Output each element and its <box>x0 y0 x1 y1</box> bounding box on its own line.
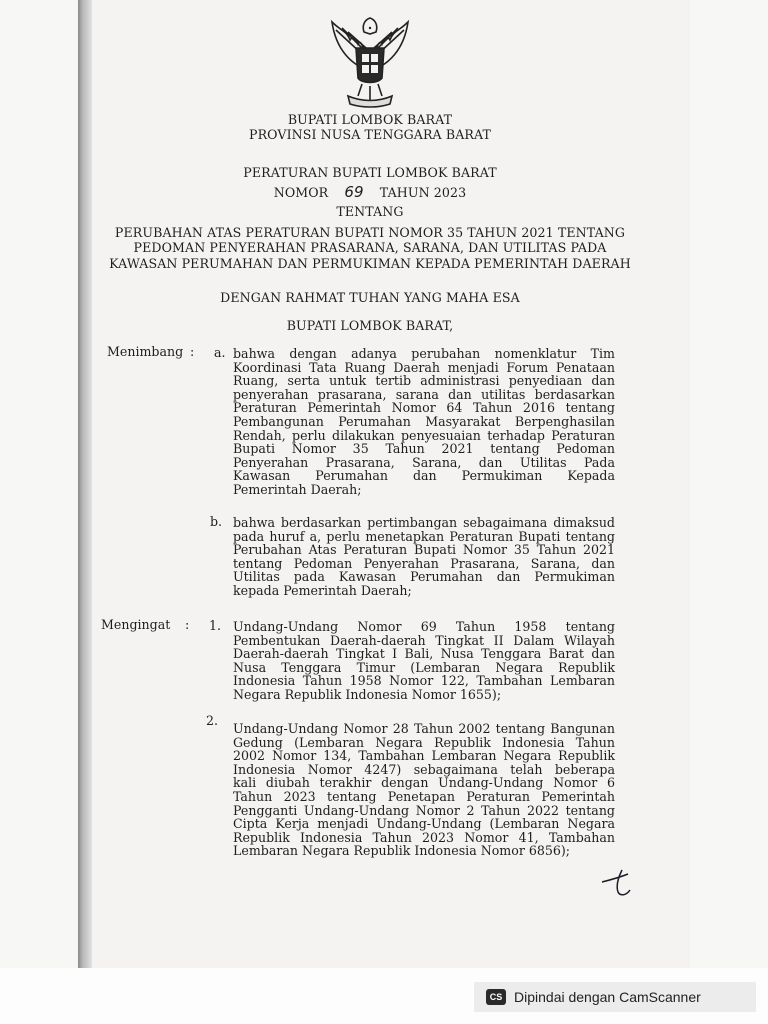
text-line: tentang Pedoman Penyerahan Prasarana, Sarana, dan <box>233 555 615 571</box>
text-line: Bupati Nomor 35 Tahun 2021 tentang Pedoman <box>233 441 615 457</box>
text-line: Lembaran Negara Republik Indonesia Nomor 6856); <box>233 843 571 859</box>
text-line: bahwa dengan adanya perubahan nomenklatur Tim <box>233 346 615 361</box>
text-line: penyerahan prasarana, sarana dan utilitas berdasarkan <box>233 386 615 402</box>
text-line: Nusa Tenggara Timur (Lembaran Negara Republik <box>233 659 615 675</box>
initial-paraf-icon <box>598 866 638 900</box>
text-line: pada huruf a, perlu menetapkan Peraturan Bupati tentang <box>233 528 615 544</box>
text-line: Gedung (Lembaran Negara Republik Indonesia Tahun <box>233 734 615 750</box>
text-line: Koordinasi Tata Ruang Daerah menjadi Forum Penataan <box>233 359 615 375</box>
scan-shadow-edge <box>78 0 92 968</box>
menimbang-colon: : <box>190 344 195 359</box>
subject-line-3: KAWASAN PERUMAHAN DAN PERMUKIMAN KEPADA PEMERINTAH DAERAH <box>109 256 631 271</box>
text-line: Tahun 2023 tentang Penetapan Peraturan Pemerintah <box>233 788 615 804</box>
text-line: Daerah-daerah Tingkat I Bali, Nusa Tenggara Barat dan <box>233 646 615 662</box>
text-line: Indonesia Nomor 4247) sebagaimana telah beberapa <box>233 761 615 777</box>
text-line: Republik Indonesia Tahun 2023 Nomor 41, Tambahan <box>233 829 615 845</box>
nomor-value: 69 <box>344 183 364 201</box>
menimbang-label: Menimbang <box>107 344 184 359</box>
header-line-2: PROVINSI NUSA TENGGARA BARAT <box>249 127 491 142</box>
text-line: Cipta Kerja menjadi Undang-Undang (Lembaran Negara <box>233 816 615 832</box>
text-line: Kawasan Perumahan dan Permukiman Kepada <box>233 468 615 484</box>
text-line: Perubahan Atas Peraturan Bupati Nomor 35 Tahun 2021 <box>233 542 615 558</box>
garuda-emblem-icon <box>322 10 418 110</box>
regulation-number-line <box>92 183 648 201</box>
text-line: Pembentukan Daerah-daerah Tingkat II Dalam Wilayah <box>233 632 615 648</box>
camscanner-logo-icon: CS <box>486 989 506 1005</box>
text-line: Indonesia Tahun 1958 Nomor 122, Tambahan Lembaran <box>233 673 615 689</box>
tentang-label: TENTANG <box>336 204 404 219</box>
text-line: Undang-Undang Nomor 69 Tahun 1958 tentang <box>233 619 615 634</box>
text-line: kali diubah terakhir dengan Undang-Undang Nomor 6 <box>233 775 615 791</box>
text-line: Pemerintah Daerah; <box>233 481 362 497</box>
text-line: Ruang, serta untuk tertib administrasi penyediaan dan <box>233 373 615 389</box>
rahmat-line: DENGAN RAHMAT TUHAN YANG MAHA ESA <box>220 290 520 305</box>
text-line: Undang-Undang Nomor 28 Tahun 2002 tentang Bangunan <box>233 721 615 736</box>
tahun-label: TAHUN 2023 <box>379 185 467 200</box>
camscanner-text: Dipindai dengan CamScanner <box>514 989 701 1005</box>
menimbang-item-a <box>233 347 615 497</box>
text-line: Pengganti Undang-Undang Nomor 2 Tahun 2022 tentang <box>233 802 615 818</box>
text-line: Utilitas pada Kawasan Perumahan dan Permukiman <box>233 569 615 585</box>
text-line: Negara Republik Indonesia Nomor 1655); <box>233 686 502 702</box>
mengingat-item-1 <box>233 620 615 702</box>
mengingat-marker-1: 1. <box>209 618 222 633</box>
text-line: bahwa berdasarkan pertimbangan sebagaimana dimaksud <box>233 515 615 530</box>
text-line: Penyerahan Prasarana, Sarana, dan Utilitas Pada <box>233 454 615 470</box>
text-line: Pembangunan Perumahan Masyarakat Berpenghasilan <box>233 413 615 429</box>
subject-line-1: PERUBAHAN ATAS PERATURAN BUPATI NOMOR 35 TAHUN 2021 TENTANG <box>114 225 626 240</box>
regulation-title: PERATURAN BUPATI LOMBOK BARAT <box>243 165 497 180</box>
mengingat-item-2 <box>233 722 615 858</box>
text-line: kepada Pemerintah Daerah; <box>233 582 412 598</box>
text-line: 2002 Nomor 134, Tambahan Lembaran Negara Republik <box>233 748 615 764</box>
text-line: Rendah, perlu dilakukan penyesuaian terhadap Peraturan <box>233 427 615 443</box>
mengingat-label: Mengingat <box>101 617 171 632</box>
menimbang-marker-b: b. <box>210 514 223 529</box>
subject-line-2: PEDOMAN PENYERAHAN PRASARANA, SARANA, DAN UTILITAS PADA <box>133 240 607 255</box>
mengingat-colon: : <box>185 617 190 632</box>
header-line-1: BUPATI LOMBOK BARAT <box>287 112 453 127</box>
authority-line: BUPATI LOMBOK BARAT, <box>286 318 454 333</box>
mengingat-marker-2: 2. <box>206 713 219 728</box>
menimbang-marker-a: a. <box>214 345 226 360</box>
nomor-label: NOMOR <box>273 185 329 200</box>
menimbang-item-b <box>233 516 615 598</box>
text-line: Peraturan Pemerintah Nomor 64 Tahun 2016 tentang <box>233 400 615 416</box>
camscanner-badge <box>474 982 756 1012</box>
